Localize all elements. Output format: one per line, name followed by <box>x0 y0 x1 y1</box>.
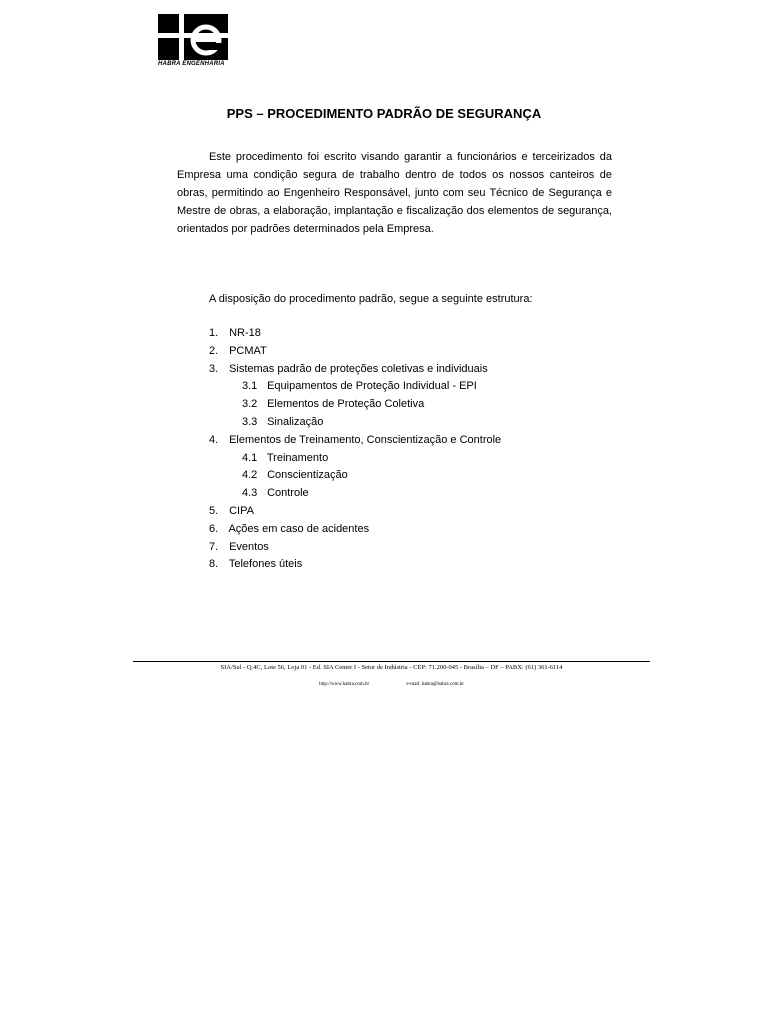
outline-item-number: 7. <box>209 540 219 553</box>
logo-caption: HABRA ENGENHARIA <box>158 61 225 67</box>
outline-item <box>209 361 609 379</box>
outline-item-label: Telefones úteis <box>228 558 303 571</box>
outline-item-number: 4.1 <box>242 451 258 464</box>
outline-item-label: Ações em caso de acidentes <box>228 522 370 535</box>
outline-item-number: 1. <box>209 327 219 339</box>
outline-item-label: Sistemas padrão de proteções coletivas e individuais <box>229 362 488 375</box>
outline-item-number: 4. <box>209 433 219 446</box>
outline-item-number: 3.2 <box>242 398 258 411</box>
intro-paragraph: Este procedimento foi escrito visando garantir a funcionários e terceirizados da Empresa uma condição segura de trabalho dentro de todos os nossos canteiros de obras, permitindo ao Engenheiro Responsável, junto com seu Técnico de Segurança e Mestre de obras, a elaboração, implantação e fiscalização dos elementos de segurança, orientados por padrões determinados pela Empresa. <box>177 151 612 235</box>
outline-item-label: PCMAT <box>229 344 267 357</box>
outline-item <box>209 556 609 574</box>
outline-item <box>209 325 609 343</box>
outline-item-number: 3.1 <box>242 380 258 393</box>
outline-item-number: 4.2 <box>242 469 258 482</box>
outline-item <box>209 521 609 539</box>
outline-subitem <box>209 378 609 396</box>
outline-item-label: Treinamento <box>266 451 329 464</box>
outline-item-label: Equipamentos de Proteção Individual - EPI <box>267 380 477 393</box>
outline-item-label: Controle <box>267 487 309 500</box>
outline-item-number: 3. <box>209 362 219 375</box>
outline-subitem <box>209 467 609 485</box>
outline-subitem <box>209 396 609 414</box>
outline-item-number: 8. <box>209 558 219 571</box>
company-logo <box>158 14 228 66</box>
outline-item-label: Elementos de Proteção Coletiva <box>267 398 425 411</box>
footer-contact <box>133 682 650 687</box>
outline-item-label: Conscientização <box>267 469 348 482</box>
outline-item <box>209 343 609 361</box>
outline-item-number: 4.3 <box>242 487 258 500</box>
outline-item-label: Eventos <box>229 540 269 553</box>
outline-item-number: 6. <box>209 522 219 535</box>
structure-lead-text: A disposição do procedimento padrão, segue a seguinte estrutura: <box>209 293 533 305</box>
outline-item <box>209 503 609 521</box>
outline-subitem <box>209 450 609 468</box>
footer-email-link[interactable]: e-mail: habra@habra.com.br <box>406 682 464 687</box>
outline-item-number: 2. <box>209 344 219 357</box>
procedure-outline <box>209 325 609 574</box>
footer-address: SIA/Sul - Q.4C, Lote 56, Loja 01 - Ed. SIA Center I - Setor de Indústria - CEP: 71.200-045 - Brasília – DF – PABX: (61) 361-6114 <box>220 664 563 671</box>
outline-item-label: Sinalização <box>267 415 324 428</box>
outline-item-label: NR-18 <box>229 327 261 339</box>
footer-divider <box>133 661 650 662</box>
outline-subitem <box>209 485 609 503</box>
outline-item-label: CIPA <box>229 504 254 517</box>
outline-item <box>209 539 609 557</box>
outline-subitem <box>209 414 609 432</box>
outline-item-label: Elementos de Treinamento, Conscientização e Controle <box>229 433 502 446</box>
document-title: PPS – PROCEDIMENTO PADRÃO DE SEGURANÇA <box>226 106 542 121</box>
footer-website-link[interactable]: http://www.habra.com.br <box>319 682 370 687</box>
company-logo-mark <box>158 14 228 60</box>
outline-item <box>209 432 609 450</box>
outline-item-number: 3.3 <box>242 415 258 428</box>
outline-item-number: 5. <box>209 504 219 517</box>
